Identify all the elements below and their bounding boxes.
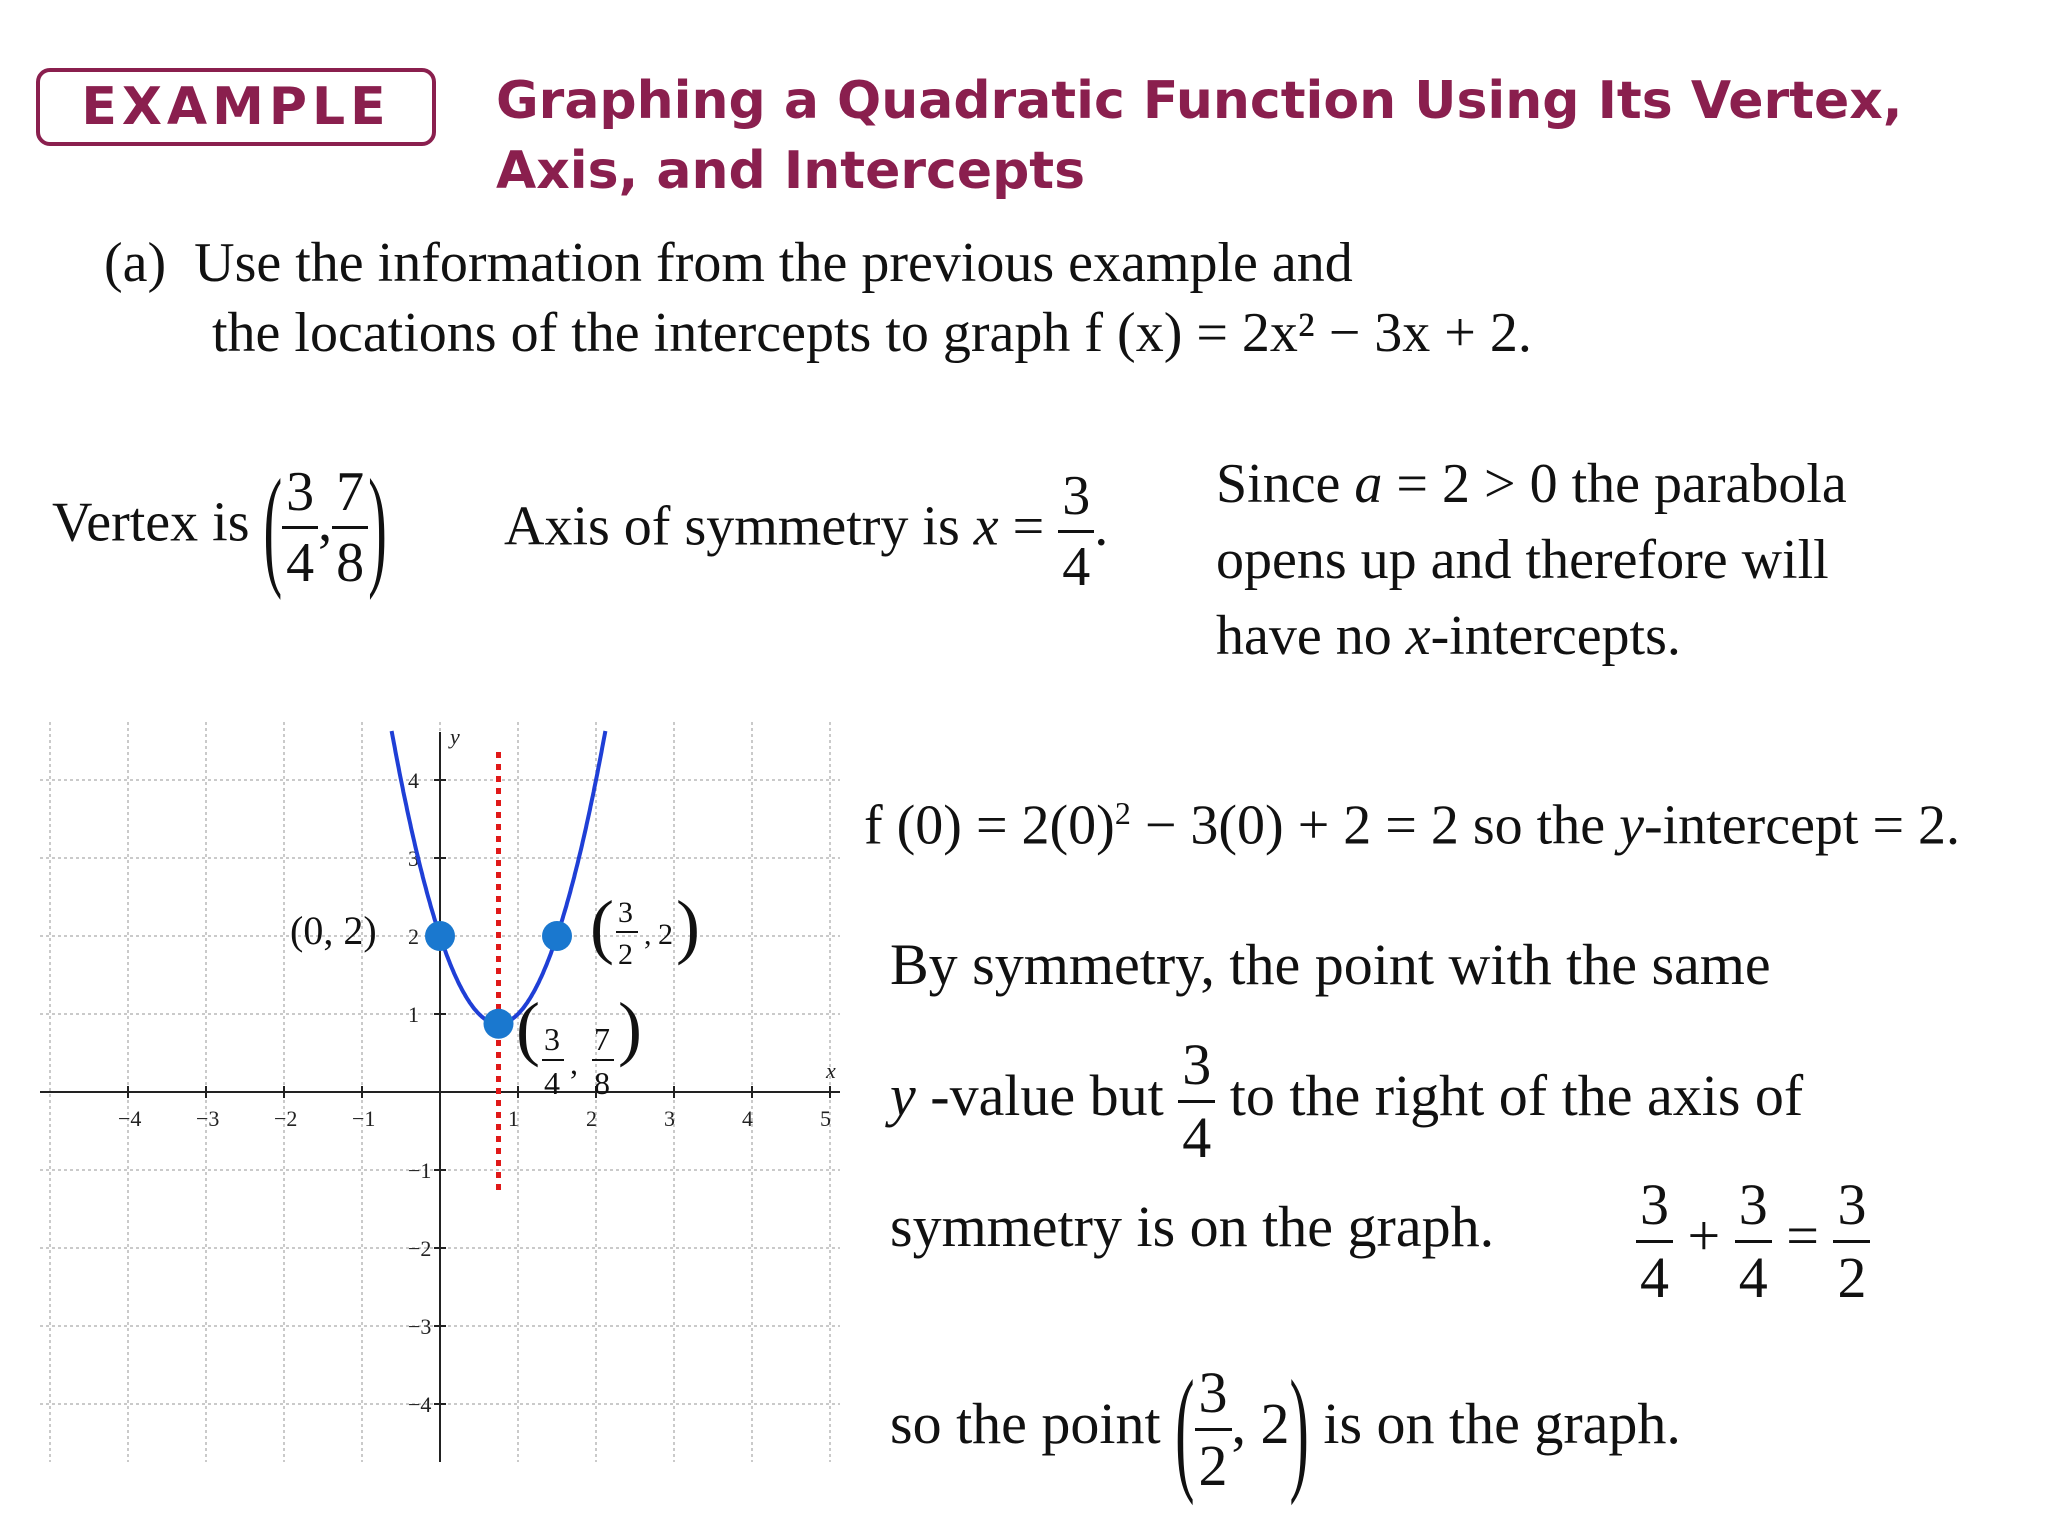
vertex-y-fraction: $\frac{7}{8}$ — [332, 464, 368, 591]
vertex-x-fraction: $\frac{3}{4}$ — [282, 464, 318, 591]
plot-point — [425, 921, 455, 951]
symmetry-line1: By symmetry, the point with the same — [890, 932, 1771, 997]
svg-text:): ) — [618, 988, 642, 1068]
point-label-0-2: (0, 2) — [290, 908, 377, 953]
axis-of-symmetry-statement: Axis of symmetry is x = $\frac{3}{4}$ . — [504, 465, 1109, 598]
x-tick-label: −2 — [274, 1106, 298, 1131]
x-tick-label: −4 — [118, 1106, 142, 1131]
example-badge: EXAMPLE — [36, 68, 436, 146]
symmetry-line3: symmetry is on the graph. — [890, 1194, 1495, 1259]
part-a-label: (a) — [104, 232, 167, 294]
svg-text:,: , — [570, 1045, 578, 1081]
svg-text:): ) — [676, 886, 700, 966]
parabola-graph — [40, 722, 840, 1462]
point-label-vertex — [516, 988, 642, 1101]
svg-text:(: ( — [590, 886, 614, 966]
plot-point — [542, 921, 572, 951]
function-expression: f (x) = 2x² − 3x + 2. — [1084, 302, 1532, 364]
svg-text:4: 4 — [544, 1065, 560, 1101]
x-tick-label: 5 — [820, 1106, 831, 1131]
y-tick-label: −3 — [408, 1314, 432, 1339]
fraction-sum: $\frac{3}{4}$ + $\frac{3}{4}$ = $\frac{3}{2}$ — [1636, 1176, 1870, 1307]
y-tick-label: 3 — [408, 846, 419, 871]
x-tick-label: 3 — [664, 1106, 675, 1131]
svg-text:(: ( — [516, 988, 540, 1068]
svg-text:8: 8 — [594, 1065, 610, 1101]
part-a-line1: Use the information from the previous example and — [194, 232, 1353, 294]
svg-text:2: 2 — [618, 938, 633, 971]
x-tick-label: 2 — [586, 1106, 597, 1131]
y-intercept-statement: f $(0) = 2(0)^2 - 3(0) + 2 = 2$ so the y-intercept = 2. — [864, 794, 1961, 857]
y-tick-label: −1 — [408, 1158, 432, 1183]
svg-text:2: 2 — [658, 918, 673, 951]
y-tick-label: −4 — [408, 1392, 432, 1417]
y-tick-label: 4 — [408, 768, 419, 793]
point-label-3-2-2 — [590, 886, 700, 971]
x-tick-label: 1 — [508, 1106, 519, 1131]
svg-text:3: 3 — [618, 896, 633, 929]
y-tick-label: 2 — [408, 924, 419, 949]
vertex-prefix: Vertex is — [52, 491, 250, 554]
y-axis-label: y — [450, 724, 460, 749]
since-paragraph: Since a = 2 > 0 the parabola opens up and therefore will have no x-intercepts. — [1216, 453, 1847, 667]
svg-text:,: , — [644, 918, 652, 951]
x-tick-label: 4 — [742, 1106, 753, 1131]
x-axis-label: x — [826, 1058, 836, 1083]
y-tick-label: 1 — [408, 1002, 419, 1027]
page-title: Graphing a Quadratic Function Using Its Vertex, Axis, and Intercepts — [496, 71, 1903, 201]
symmetry-line2: y -value but $\frac{3}{4}$ to the right of the axis of — [890, 1032, 1804, 1170]
y-tick-label: −2 — [408, 1236, 432, 1261]
symmetry-line4: so the point ( $\frac{3}{2}$ , 2) is on the graph. — [890, 1350, 1681, 1507]
x-tick-label: −1 — [352, 1106, 376, 1131]
axis-fraction: $\frac{3}{4}$ — [1058, 468, 1094, 595]
svg-text:3: 3 — [544, 1021, 560, 1057]
svg-text:7: 7 — [594, 1021, 610, 1057]
vertex-statement: Vertex is ( $\frac{3}{4}$ , $\frac{7}{8}$ ) — [52, 453, 387, 602]
x-tick-label: −3 — [196, 1106, 220, 1131]
part-a-text — [104, 228, 1532, 368]
part-a-line2: the locations of the intercepts to graph — [212, 302, 1071, 364]
plot-point — [484, 1009, 514, 1039]
